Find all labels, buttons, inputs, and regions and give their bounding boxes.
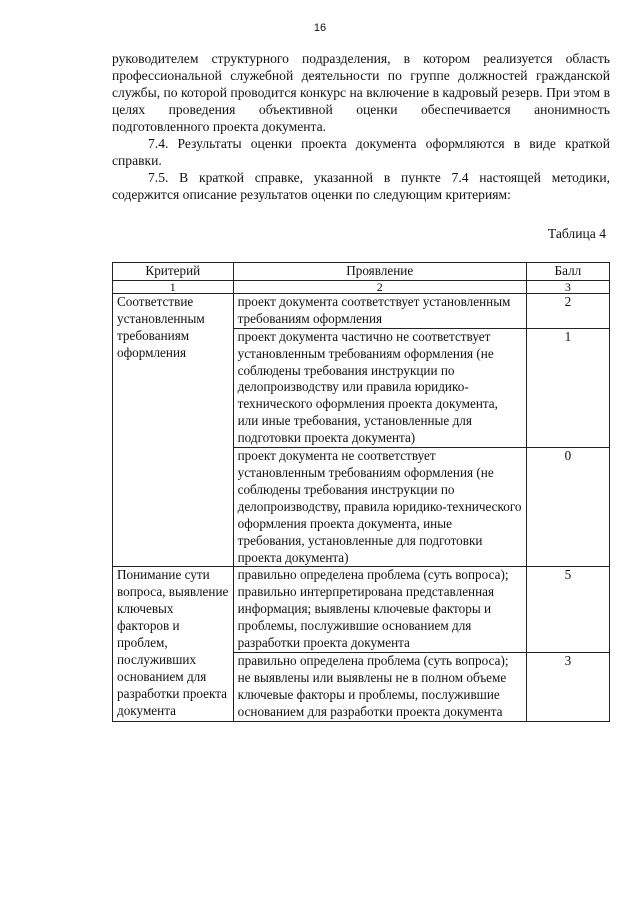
- column-number: 2: [233, 280, 526, 293]
- document-body: [112, 50, 610, 256]
- criteria-table: [112, 262, 610, 722]
- table-row: [113, 293, 610, 328]
- table-caption: Таблица 4: [547, 226, 606, 241]
- manifestation-cell: правильно определена проблема (суть вопроса); правильно интерпретирована представленная информация; выявлены ключевые факторы и проблемы, послужившие основанием для разработки проекта документа: [233, 567, 526, 653]
- criterion-cell: Соответствие установленным требованиям оформления: [113, 293, 234, 567]
- criterion-cell: Понимание сути вопроса, выявление ключевых факторов и проблем, послуживших основанием для разработки проекта документа: [113, 567, 234, 721]
- manifestation-cell: проект документа частично не соответствует установленным требованиям оформления (не соблюдены требования инструкции по делопроизводству или правила юридико-технического оформления проекта документа, или иные требования, установленные для подготовки проекта документа): [233, 328, 526, 447]
- score-cell: 3: [526, 652, 609, 721]
- table-row: [113, 567, 610, 653]
- manifestation-cell: проект документа соответствует установленным требованиям оформления: [233, 293, 526, 328]
- column-number: 3: [526, 280, 609, 293]
- column-number-row: [113, 280, 610, 293]
- column-number: 1: [113, 280, 234, 293]
- paragraph-7-5: 7.5. В краткой справке, указанной в пункте 7.4 настоящей методики, содержится описание результатов оценки по следующим критериям:: [112, 170, 610, 202]
- table-header-row: [113, 263, 610, 281]
- paragraph-continuation: руководителем структурного подразделения, в котором реализуется область профессиональной служебной деятельности по группе должностей гражданской службы, по которой проводится конкурс на включение в кадровый резерв. При этом в целях проведения объективной оценки обеспечивается анонимность подготовленного проекта документа.: [112, 51, 610, 134]
- header-score: Балл: [526, 263, 609, 281]
- manifestation-cell: проект документа не соответствует установленным требованиям оформления (не соблюдены требования инструкции по делопроизводству, правила юридико-технического оформления проекта документа, иные требования, установленные для подготовки проекта документа): [233, 448, 526, 567]
- page-number: 16: [313, 22, 327, 34]
- score-cell: 1: [526, 328, 609, 447]
- header-manifestation: Проявление: [233, 263, 526, 281]
- score-cell: 2: [526, 293, 609, 328]
- score-cell: 5: [526, 567, 609, 653]
- paragraph-7-4: 7.4. Результаты оценки проекта документа оформляются в виде краткой справки.: [112, 136, 610, 168]
- manifestation-cell: правильно определена проблема (суть вопроса); не выявлены или выявлены не в полном объеме ключевые факторы и проблемы, послужившие основанием для разработки проекта документа: [233, 652, 526, 721]
- header-criterion: Критерий: [113, 263, 234, 281]
- score-cell: 0: [526, 448, 609, 567]
